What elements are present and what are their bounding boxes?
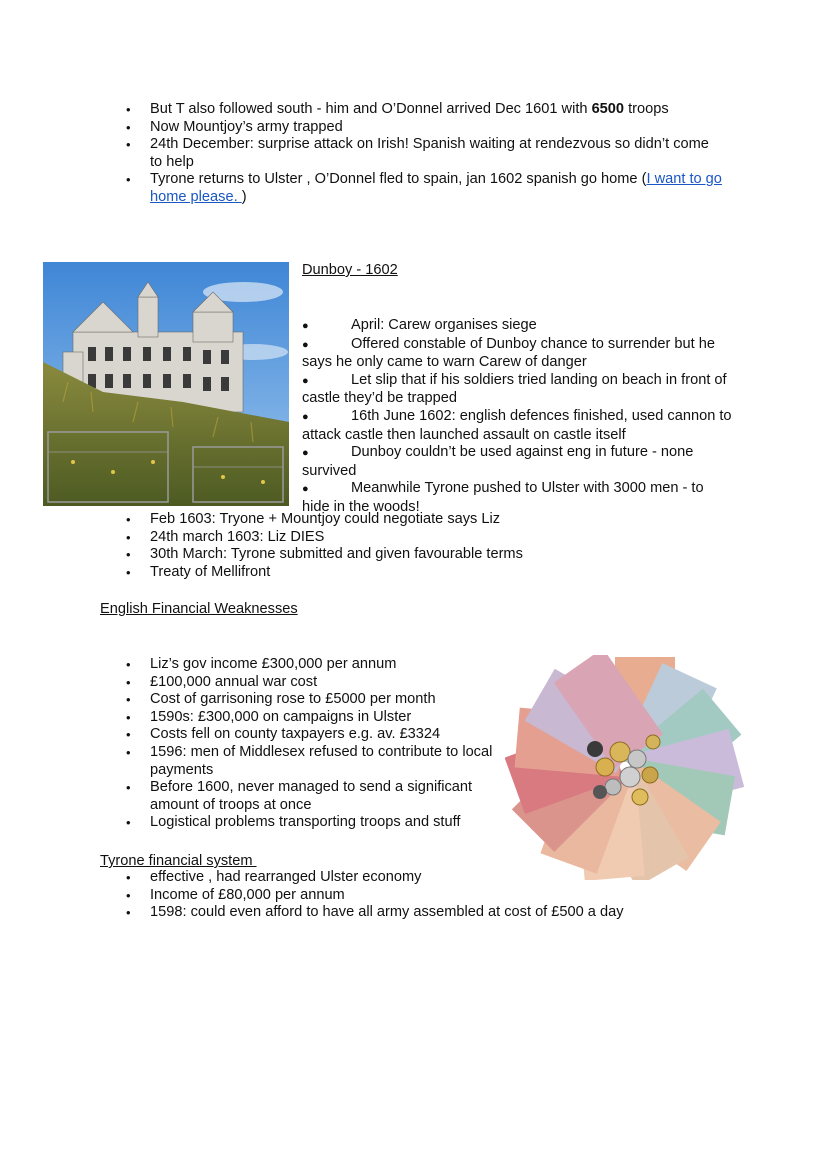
tyrone-financial-heading: Tyrone financial system (100, 853, 257, 869)
list-item: • 1596: men of Middlesex refused to contribute to local payments (150, 744, 495, 779)
list-item: • 24th march 1603: Liz DIES (150, 529, 710, 547)
list-item: ● 16th June 1602: english defences finished, used cannon to attack castle then launched assault on castle itself (302, 407, 732, 443)
bullet-list-1603 (150, 511, 710, 581)
list-item: • But T also followed south - him and O’Donnel arrived Dec 1601 with 6500 troops (150, 101, 730, 119)
banknotes-fan-photo (505, 655, 745, 880)
list-item: • 1590s: £300,000 on campaigns in Ulster (150, 709, 495, 727)
list-item: • 30th March: Tyrone submitted and given favourable terms (150, 546, 710, 564)
list-item: • Treaty of Mellifront (150, 564, 710, 582)
list-item: • 24th December: surprise attack on Irish! Spanish waiting at rendezvous so didn’t come to help (150, 136, 710, 171)
bullet-list-english-financial (150, 656, 495, 832)
list-item: • Now Mountjoy’s army trapped (150, 119, 730, 137)
list-item: • Income of £80,000 per annum (150, 887, 710, 905)
bullet-list-tyrone-financial (150, 869, 710, 922)
list-item: ● Let slip that if his soldiers tried landing on beach in front of castle they’d be trapped (302, 371, 727, 407)
list-item: • Logistical problems transporting troops and stuff (150, 814, 495, 832)
castle-photo (43, 262, 289, 506)
list-item: • 1598: could even afford to have all army assembled at cost of £500 a day (150, 904, 710, 922)
list-item: ● Offered constable of Dunboy chance to surrender but he says he only came to warn Carew of danger (302, 335, 715, 371)
go-home-link[interactable]: I want to go home please. (150, 171, 722, 205)
list-item: • Feb 1603: Tryone + Mountjoy could negotiate says Liz (150, 511, 710, 529)
bullet-list-siege (150, 101, 730, 207)
list-item: ● April: Carew organises siege (302, 317, 537, 333)
list-item: ● Dunboy couldn’t be used against eng in future - none survived (302, 444, 694, 479)
list-item: • Cost of garrisoning rose to £5000 per month (150, 691, 495, 709)
list-item: • Before 1600, never managed to send a significant amount of troops at once (150, 779, 495, 814)
list-item: • Costs fell on county taxpayers e.g. av. £3324 (150, 726, 495, 744)
dunboy-list (302, 317, 732, 517)
list-item: • Liz’s gov income £300,000 per annum (150, 656, 495, 674)
list-item: ● Meanwhile Tyrone pushed to Ulster with 3000 men - to hide in the woods! (302, 480, 704, 515)
list-item: • £100,000 annual war cost (150, 674, 495, 692)
list-item: • effective , had rearranged Ulster economy (150, 869, 710, 887)
list-item: • Tyrone returns to Ulster , O’Donnel fled to spain, jan 1602 spanish go home (I want to go home please. ) (150, 171, 730, 206)
dunboy-heading: Dunboy - 1602 (302, 262, 398, 278)
english-financial-heading: English Financial Weaknesses (100, 601, 298, 617)
